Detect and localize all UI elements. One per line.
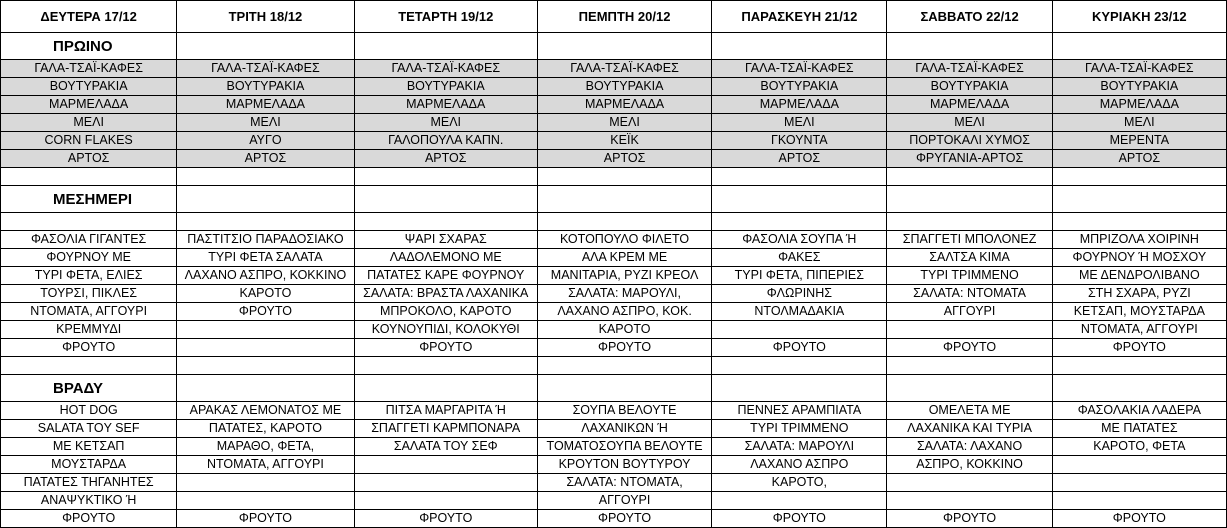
dinner-section-row xyxy=(1,375,1227,402)
breakfast-row xyxy=(1,60,1227,78)
menu-cell[interactable]: ΣΤΗ ΣΧΑΡΑ, ΡΥΖΙ xyxy=(1052,285,1226,303)
menu-cell[interactable] xyxy=(887,492,1052,510)
menu-cell[interactable]: ΣΑΛΑΤΑ ΤΟΥ ΣΕΦ xyxy=(354,438,537,456)
empty-cell[interactable] xyxy=(177,357,354,375)
menu-cell[interactable]: ΤΥΡΙ ΤΡΙΜΜΕΝΟ xyxy=(887,267,1052,285)
menu-cell[interactable]: ΑΓΓΟΥΡΙ xyxy=(537,492,711,510)
menu-cell[interactable]: ΦΡΟΥΤΟ xyxy=(1052,510,1226,528)
menu-cell[interactable]: ΜΑΡΜΕΛΑΔΑ xyxy=(887,96,1052,114)
day-header[interactable]: ΚΥΡΙΑΚΗ 23/12 xyxy=(1052,1,1226,33)
menu-cell[interactable]: ΚΑΡΟΤΟ, ΦΕΤΑ xyxy=(1052,438,1226,456)
breakfast-row xyxy=(1,96,1227,114)
day-header[interactable]: ΔΕΥΤΕΡΑ 17/12 xyxy=(1,1,177,33)
menu-cell[interactable]: ΤΥΡΙ ΦΕΤΑ, ΕΛΙΕΣ xyxy=(1,267,177,285)
menu-cell[interactable]: ΒΟΥΤΥΡΑΚΙΑ xyxy=(354,78,537,96)
menu-cell[interactable] xyxy=(177,321,354,339)
menu-cell[interactable]: ΜΑΡΜΕΛΑΔΑ xyxy=(537,96,711,114)
menu-cell[interactable]: ΑΡΑΚΑΣ ΛΕΜΟΝΑΤΟΣ ΜΕ xyxy=(177,402,354,420)
menu-cell[interactable] xyxy=(354,474,537,492)
menu-cell[interactable]: ΦΡΟΥΤΟ xyxy=(1,510,177,528)
menu-body xyxy=(1,1,1227,528)
menu-cell[interactable]: ΑΥΓΟ xyxy=(177,132,354,150)
empty-cell[interactable] xyxy=(1052,357,1226,375)
dinner-row xyxy=(1,492,1227,510)
menu-cell[interactable]: ΦΑΣΟΛΑΚΙΑ ΛΑΔΕΡΑ xyxy=(1052,402,1226,420)
menu-cell[interactable]: HOT DOG xyxy=(1,402,177,420)
menu-cell[interactable]: ΦΡΟΥΤΟ xyxy=(712,339,887,357)
empty-cell[interactable] xyxy=(537,375,711,402)
menu-cell[interactable]: ΜΕΡΕΝΤΑ xyxy=(1052,132,1226,150)
menu-cell[interactable]: ΑΡΤΟΣ xyxy=(1,150,177,168)
menu-cell[interactable]: ΜΕΛΙ xyxy=(887,114,1052,132)
empty-cell[interactable] xyxy=(712,33,887,60)
day-header[interactable]: ΤΡΙΤΗ 18/12 xyxy=(177,1,354,33)
menu-cell[interactable]: ΦΡΟΥΤΟ xyxy=(177,303,354,321)
menu-cell[interactable]: ΛΑΧΑΝΟ ΑΣΠΡΟ, ΚΟΚΚΙΝΟ xyxy=(177,267,354,285)
menu-cell[interactable]: ΓΑΛΑ-ΤΣΑΪ-ΚΑΦΕΣ xyxy=(354,60,537,78)
menu-cell[interactable]: ΠΙΤΣΑ ΜΑΡΓΑΡΙΤΑ Ή xyxy=(354,402,537,420)
menu-cell[interactable]: ΦΟΥΡΝΟΥ Ή ΜΟΣΧΟΥ xyxy=(1052,249,1226,267)
breakfast-row xyxy=(1,78,1227,96)
menu-cell[interactable]: ΣΑΛΑΤΑ: ΛΑΧΑΝΟ xyxy=(887,438,1052,456)
menu-cell[interactable]: ΓΑΛΟΠΟΥΛΑ ΚΑΠΝ. xyxy=(354,132,537,150)
empty-cell[interactable] xyxy=(537,357,711,375)
menu-cell[interactable]: ΣΑΛΑΤΑ: ΜΑΡΟΥΛΙ, xyxy=(537,285,711,303)
menu-cell[interactable] xyxy=(1052,456,1226,474)
menu-cell[interactable]: ΦΡΟΥΤΟ xyxy=(537,510,711,528)
lunch-section-label[interactable]: ΜΕΣΗΜΕΡΙ xyxy=(1,186,177,213)
menu-cell[interactable]: ΠΑΤΑΤΕΣ, ΚΑΡΟΤΟ xyxy=(177,420,354,438)
empty-cell[interactable] xyxy=(537,33,711,60)
empty-cell[interactable] xyxy=(354,357,537,375)
menu-cell[interactable]: ΚΑΡΟΤΟ xyxy=(177,285,354,303)
menu-cell[interactable]: ΑΡΤΟΣ xyxy=(354,150,537,168)
menu-cell[interactable]: ΜΠΡΟΚΟΛΟ, ΚΑΡΟΤΟ xyxy=(354,303,537,321)
menu-cell[interactable]: ΠΑΤΑΤΕΣ ΤΗΓΑΝΗΤΕΣ xyxy=(1,474,177,492)
menu-cell[interactable]: ΤΟΥΡΣΙ, ΠΙΚΛΕΣ xyxy=(1,285,177,303)
dinner-row xyxy=(1,510,1227,528)
menu-cell[interactable]: ΚΡΟΥΤΟΝ ΒΟΥΤΥΡΟΥ xyxy=(537,456,711,474)
menu-cell[interactable]: ΜΕΛΙ xyxy=(354,114,537,132)
menu-cell[interactable] xyxy=(354,492,537,510)
empty-cell[interactable] xyxy=(354,375,537,402)
menu-cell[interactable]: ΑΡΤΟΣ xyxy=(1052,150,1226,168)
menu-cell[interactable]: ΠΑΣΤΙΤΣΙΟ ΠΑΡΑΔΟΣΙΑΚΟ xyxy=(177,231,354,249)
menu-cell[interactable]: ΓΑΛΑ-ΤΣΑΪ-ΚΑΦΕΣ xyxy=(537,60,711,78)
menu-cell[interactable]: ΚΑΡΟΤΟ, xyxy=(712,474,887,492)
menu-cell[interactable]: ΦΑΚΕΣ xyxy=(712,249,887,267)
menu-cell[interactable]: ΦΡΟΥΤΟ xyxy=(712,510,887,528)
menu-cell[interactable]: ΜΟΥΣΤΑΡΔΑ xyxy=(1,456,177,474)
menu-cell[interactable] xyxy=(712,321,887,339)
empty-cell[interactable] xyxy=(887,168,1052,186)
menu-cell[interactable]: ΦΡΟΥΤΟ xyxy=(1052,339,1226,357)
menu-cell[interactable]: ΚΑΡΟΤΟ xyxy=(537,321,711,339)
empty-cell[interactable] xyxy=(887,213,1052,231)
lunch-row xyxy=(1,303,1227,321)
dinner-row xyxy=(1,438,1227,456)
menu-cell[interactable]: ΠΕΝΝΕΣ ΑΡΑΜΠΙΑΤΑ xyxy=(712,402,887,420)
menu-cell[interactable]: ΒΟΥΤΥΡΑΚΙΑ xyxy=(537,78,711,96)
dinner-section-label[interactable]: ΒΡΑΔΥ xyxy=(1,375,177,402)
menu-cell[interactable]: ΜΠΡΙΖΟΛΑ ΧΟΙΡΙΝΗ xyxy=(1052,231,1226,249)
menu-cell[interactable]: ΑΡΤΟΣ xyxy=(712,150,887,168)
empty-cell[interactable] xyxy=(354,213,537,231)
menu-cell[interactable]: ΦΡΟΥΤΟ xyxy=(177,510,354,528)
day-header[interactable]: ΠΑΡΑΣΚΕΥΗ 21/12 xyxy=(712,1,887,33)
menu-cell[interactable]: ΤΥΡΙ ΤΡΙΜΜΕΝΟ xyxy=(712,420,887,438)
lunch-row xyxy=(1,339,1227,357)
menu-cell[interactable]: ΦΡΟΥΤΟ xyxy=(354,339,537,357)
menu-cell[interactable]: ΜΑΝΙΤΑΡΙΑ, ΡΥΖΙ ΚΡΕΟΛ xyxy=(537,267,711,285)
menu-cell[interactable]: ΑΓΓΟΥΡΙ xyxy=(887,303,1052,321)
menu-cell[interactable]: ΦΡΥΓΑΝΙΑ-ΑΡΤΟΣ xyxy=(887,150,1052,168)
spacer-row xyxy=(1,168,1227,186)
menu-cell[interactable]: ΛΑΧΑΝΟ ΑΣΠΡΟ, ΚΟΚ. xyxy=(537,303,711,321)
menu-cell[interactable]: ΦΛΩΡΙΝΗΣ xyxy=(712,285,887,303)
menu-cell[interactable]: ΚΕΤΣΑΠ, ΜΟΥΣΤΑΡΔΑ xyxy=(1052,303,1226,321)
menu-cell[interactable]: ΜΕ ΔΕΝΔΡΟΛΙΒΑΝΟ xyxy=(1052,267,1226,285)
menu-cell[interactable]: ΣΠΑΓΓΕΤΙ ΜΠΟΛΟΝΕΖ xyxy=(887,231,1052,249)
empty-cell[interactable] xyxy=(1052,186,1226,213)
menu-cell[interactable]: ΦΡΟΥΤΟ xyxy=(1,339,177,357)
lunch-row xyxy=(1,285,1227,303)
dinner-row xyxy=(1,420,1227,438)
menu-cell[interactable]: ΠΟΡΤΟΚΑΛΙ ΧΥΜΟΣ xyxy=(887,132,1052,150)
empty-cell[interactable] xyxy=(1052,168,1226,186)
breakfast-row xyxy=(1,150,1227,168)
menu-cell[interactable]: ΜΕ ΚΕΤΣΑΠ xyxy=(1,438,177,456)
menu-cell[interactable]: ΦΑΣΟΛΙΑ ΣΟΥΠΑ Ή xyxy=(712,231,887,249)
spacer-row xyxy=(1,213,1227,231)
menu-cell[interactable] xyxy=(1052,474,1226,492)
empty-cell[interactable] xyxy=(1,357,177,375)
menu-cell[interactable]: CORN FLAKES xyxy=(1,132,177,150)
empty-cell[interactable] xyxy=(712,375,887,402)
empty-cell[interactable] xyxy=(887,186,1052,213)
menu-cell[interactable]: ΣΑΛΑΤΑ: ΒΡΑΣΤΑ ΛΑΧΑΝΙΚΑ xyxy=(354,285,537,303)
menu-cell[interactable]: ΦΡΟΥΤΟ xyxy=(887,510,1052,528)
breakfast-row xyxy=(1,132,1227,150)
menu-cell[interactable] xyxy=(177,474,354,492)
dinner-row xyxy=(1,402,1227,420)
dinner-row xyxy=(1,456,1227,474)
menu-cell[interactable]: SALATA TOY SEF xyxy=(1,420,177,438)
spacer-row xyxy=(1,357,1227,375)
menu-cell[interactable]: ΓΑΛΑ-ΤΣΑΪ-ΚΑΦΕΣ xyxy=(1052,60,1226,78)
menu-cell[interactable]: ΜΕΛΙ xyxy=(1052,114,1226,132)
lunch-row xyxy=(1,249,1227,267)
menu-cell[interactable]: ΣΠΑΓΓΕΤΙ ΚΑΡΜΠΟΝΑΡΑ xyxy=(354,420,537,438)
menu-cell[interactable]: ΚΟΤΟΠΟΥΛΟ ΦΙΛΕΤΟ xyxy=(537,231,711,249)
menu-cell[interactable]: ΒΟΥΤΥΡΑΚΙΑ xyxy=(1052,78,1226,96)
empty-cell[interactable] xyxy=(354,186,537,213)
menu-cell[interactable]: ΣΑΛΤΣΑ ΚΙΜΑ xyxy=(887,249,1052,267)
empty-cell[interactable] xyxy=(354,33,537,60)
menu-cell[interactable]: ΒΟΥΤΥΡΑΚΙΑ xyxy=(1,78,177,96)
menu-cell[interactable]: ΜΑΡΜΕΛΑΔΑ xyxy=(177,96,354,114)
menu-cell[interactable]: ΛΑΧΑΝΙΚΩΝ Ή xyxy=(537,420,711,438)
menu-cell[interactable]: ΤΟΜΑΤΟΣΟΥΠΑ ΒΕΛΟΥΤΕ xyxy=(537,438,711,456)
menu-cell[interactable]: ΒΟΥΤΥΡΑΚΙΑ xyxy=(712,78,887,96)
menu-cell[interactable]: ΣΑΛΑΤΑ: ΝΤΟΜΑΤΑ, xyxy=(537,474,711,492)
empty-cell[interactable] xyxy=(1052,33,1226,60)
menu-cell[interactable]: ΜΕ ΠΑΤΑΤΕΣ xyxy=(1052,420,1226,438)
menu-cell[interactable]: ΦΡΟΥΤΟ xyxy=(354,510,537,528)
menu-cell[interactable]: ΨΑΡΙ ΣΧΑΡΑΣ xyxy=(354,231,537,249)
menu-cell[interactable]: ΜΕΛΙ xyxy=(177,114,354,132)
menu-cell[interactable]: ΓΑΛΑ-ΤΣΑΪ-ΚΑΦΕΣ xyxy=(887,60,1052,78)
menu-cell[interactable] xyxy=(1052,492,1226,510)
lunch-row xyxy=(1,321,1227,339)
empty-cell[interactable] xyxy=(537,213,711,231)
menu-cell[interactable]: ΜΑΡΜΕΛΑΔΑ xyxy=(1,96,177,114)
menu-cell[interactable] xyxy=(177,492,354,510)
menu-cell[interactable]: ΝΤΟΜΑΤΑ, ΑΓΓΟΥΡΙ xyxy=(1052,321,1226,339)
menu-cell[interactable] xyxy=(354,456,537,474)
lunch-section-row xyxy=(1,186,1227,213)
menu-cell[interactable]: ΚΟΥΝΟΥΠΙΔΙ, ΚΟΛΟΚΥΘΙ xyxy=(354,321,537,339)
menu-cell[interactable]: ΝΤΟΜΑΤΑ, ΑΓΓΟΥΡΙ xyxy=(177,456,354,474)
empty-cell[interactable] xyxy=(537,186,711,213)
menu-cell[interactable]: ΛΑΧΑΝΟ ΑΣΠΡΟ xyxy=(712,456,887,474)
empty-cell[interactable] xyxy=(354,168,537,186)
menu-cell[interactable]: ΜΑΡΜΕΛΑΔΑ xyxy=(354,96,537,114)
empty-cell[interactable] xyxy=(887,375,1052,402)
menu-cell[interactable]: ΓΑΛΑ-ΤΣΑΪ-ΚΑΦΕΣ xyxy=(177,60,354,78)
menu-cell[interactable]: ΚΕΪΚ xyxy=(537,132,711,150)
empty-cell[interactable] xyxy=(537,168,711,186)
day-header[interactable]: ΠΕΜΠΤΗ 20/12 xyxy=(537,1,711,33)
menu-cell[interactable] xyxy=(887,321,1052,339)
menu-cell[interactable]: ΟΜΕΛΕΤΑ ΜΕ xyxy=(887,402,1052,420)
day-header-row xyxy=(1,1,1227,33)
empty-cell[interactable] xyxy=(1052,375,1226,402)
menu-cell[interactable]: ΣΟΥΠΑ ΒΕΛΟΥΤΕ xyxy=(537,402,711,420)
empty-cell[interactable] xyxy=(887,357,1052,375)
menu-cell[interactable]: ΑΡΤΟΣ xyxy=(177,150,354,168)
menu-cell[interactable]: ΓΑΛΑ-ΤΣΑΪ-ΚΑΦΕΣ xyxy=(1,60,177,78)
breakfast-section-row xyxy=(1,33,1227,60)
menu-cell[interactable] xyxy=(177,339,354,357)
day-header[interactable]: ΤΕΤΑΡΤΗ 19/12 xyxy=(354,1,537,33)
menu-cell[interactable]: ΣΑΛΑΤΑ: ΜΑΡΟΥΛΙ xyxy=(712,438,887,456)
empty-cell[interactable] xyxy=(177,186,354,213)
breakfast-row xyxy=(1,114,1227,132)
empty-cell[interactable] xyxy=(177,375,354,402)
empty-cell[interactable] xyxy=(177,213,354,231)
menu-cell[interactable]: ΜΑΡΜΕΛΑΔΑ xyxy=(1052,96,1226,114)
empty-cell[interactable] xyxy=(712,357,887,375)
day-header[interactable]: ΣΑΒΒΑΤΟ 22/12 xyxy=(887,1,1052,33)
dinner-row xyxy=(1,474,1227,492)
empty-cell[interactable] xyxy=(1,168,177,186)
empty-cell[interactable] xyxy=(1,213,177,231)
menu-cell[interactable]: ΒΟΥΤΥΡΑΚΙΑ xyxy=(177,78,354,96)
empty-cell[interactable] xyxy=(712,168,887,186)
menu-cell[interactable]: ΓΚΟΥΝΤΑ xyxy=(712,132,887,150)
breakfast-section-label[interactable]: ΠΡΩΙΝΟ xyxy=(1,33,177,60)
menu-cell[interactable]: ΒΟΥΤΥΡΑΚΙΑ xyxy=(887,78,1052,96)
menu-cell[interactable]: ΝΤΟΛΜΑΔΑΚΙΑ xyxy=(712,303,887,321)
menu-cell[interactable]: ΜΕΛΙ xyxy=(712,114,887,132)
menu-cell[interactable]: ΜΑΡΜΕΛΑΔΑ xyxy=(712,96,887,114)
menu-cell[interactable]: ΦΡΟΥΤΟ xyxy=(887,339,1052,357)
menu-cell[interactable]: ΑΝΑΨΥΚΤΙΚΟ Ή xyxy=(1,492,177,510)
menu-cell[interactable]: ΛΑΧΑΝΙΚΑ ΚΑΙ ΤΥΡΙΑ xyxy=(887,420,1052,438)
menu-cell[interactable]: ΜΕΛΙ xyxy=(1,114,177,132)
lunch-row xyxy=(1,267,1227,285)
menu-cell[interactable]: ΑΣΠΡΟ, ΚΟΚΚΙΝΟ xyxy=(887,456,1052,474)
menu-cell[interactable]: ΜΑΡΑΘΟ, ΦΕΤΑ, xyxy=(177,438,354,456)
menu-cell[interactable]: ΜΕΛΙ xyxy=(537,114,711,132)
menu-cell[interactable]: ΓΑΛΑ-ΤΣΑΪ-ΚΑΦΕΣ xyxy=(712,60,887,78)
menu-cell[interactable]: ΚΡΕΜΜΥΔΙ xyxy=(1,321,177,339)
menu-cell[interactable]: ΦΡΟΥΤΟ xyxy=(537,339,711,357)
empty-cell[interactable] xyxy=(712,186,887,213)
menu-cell[interactable]: ΤΥΡΙ ΦΕΤΑ, ΠΙΠΕΡΙΕΣ xyxy=(712,267,887,285)
empty-cell[interactable] xyxy=(177,33,354,60)
menu-cell[interactable]: ΠΑΤΑΤΕΣ ΚΑΡΕ ΦΟΥΡΝΟΥ xyxy=(354,267,537,285)
menu-cell[interactable]: ΛΑΔΟΛΕΜΟΝΟ ΜΕ xyxy=(354,249,537,267)
menu-cell[interactable]: ΝΤΟΜΑΤΑ, ΑΓΓΟΥΡΙ xyxy=(1,303,177,321)
lunch-row xyxy=(1,231,1227,249)
menu-cell[interactable]: ΑΡΤΟΣ xyxy=(537,150,711,168)
empty-cell[interactable] xyxy=(712,213,887,231)
menu-cell[interactable]: ΑΛΑ ΚΡΕΜ ΜΕ xyxy=(537,249,711,267)
empty-cell[interactable] xyxy=(177,168,354,186)
empty-cell[interactable] xyxy=(887,33,1052,60)
menu-cell[interactable]: ΣΑΛΑΤΑ: ΝΤΟΜΑΤΑ xyxy=(887,285,1052,303)
menu-cell[interactable]: ΤΥΡΙ ΦΕΤΑ ΣΑΛΑΤΑ xyxy=(177,249,354,267)
menu-cell[interactable]: ΦΟΥΡΝΟΥ ΜΕ xyxy=(1,249,177,267)
menu-cell[interactable]: ΦΑΣΟΛΙΑ ΓΙΓΑΝΤΕΣ xyxy=(1,231,177,249)
empty-cell[interactable] xyxy=(1052,213,1226,231)
menu-cell[interactable] xyxy=(887,474,1052,492)
menu-cell[interactable] xyxy=(712,492,887,510)
